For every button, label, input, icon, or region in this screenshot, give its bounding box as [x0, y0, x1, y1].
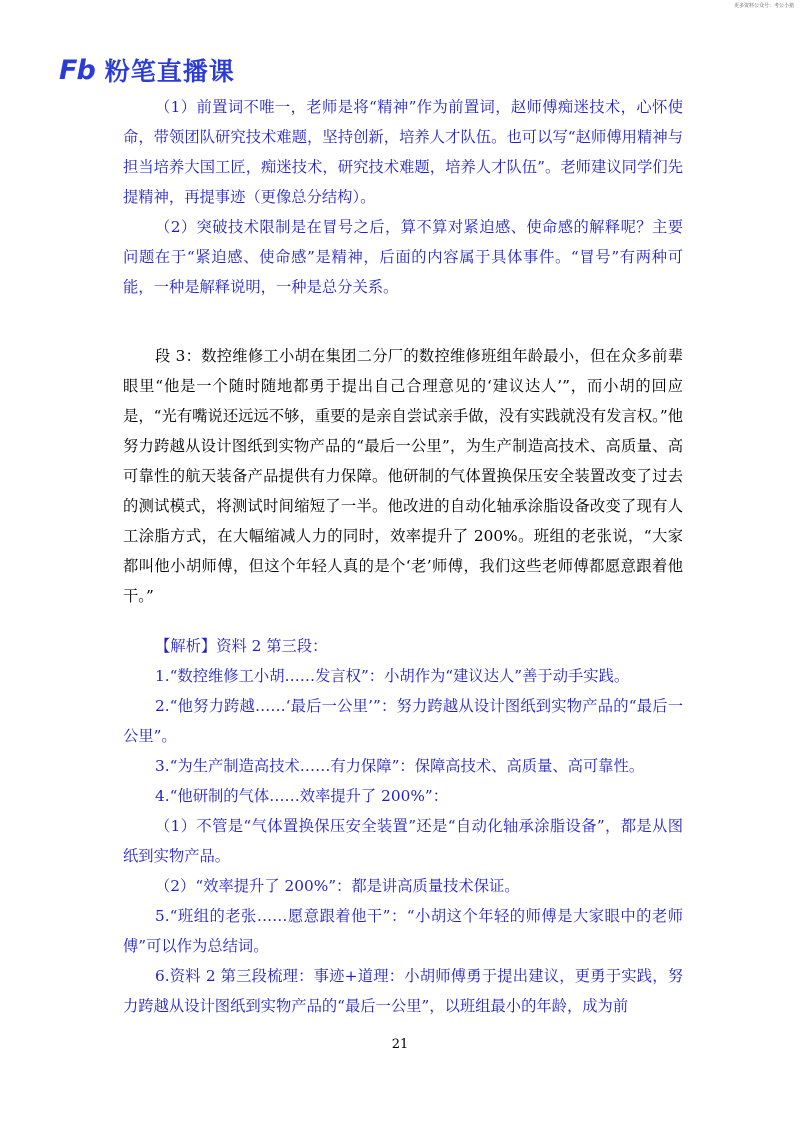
- analysis-subitem: （2）“效率提升了 200%”：都是讲高质量技术保证。: [155, 877, 520, 895]
- passage-paragraph: 段 3：数控维修工小胡在集团二分厂的数控维修班组年龄最小，但在众多前辈眼里“他是一个随时随地都勇于提出自己合理意见的‘建议达人’”，而小胡的回应是，“光有嘴说还远远不够，重要的是亲自尝试亲手做，没有实践就没有发言权。”他努力跨越从设计图纸到实物产品的“最后一公里”，为生产制造高技术、高质量、高可靠性的航天装备产品提供有力保障。他研制的气体置换保压安全装置改变了过去的测试模式，将测试时间缩短了一半。他改进的自动化轴承涂脂设备改变了现有人工涂脂方式，在大幅缩减人力的同时，效率提升了 200%。班组的老张说，“大家都叫他小胡师傅，但这个年轻人真的是个‘老’师傅，我们这些老师傅都愿意跟着他干。”: [123, 347, 683, 605]
- fenbi-logo-mark: Fb: [59, 54, 95, 86]
- analysis-heading: 【解析】资料 2 第三段：: [155, 637, 328, 655]
- analysis-item: 1.“数控维修工小胡……发言权”：小胡作为“建议达人”善于动手实践。: [155, 667, 630, 685]
- analysis-item: 4.“他研制的气体……效率提升了 200%”：: [155, 787, 448, 805]
- analysis-subitem: （1）不管是“气体置换保压安全装置”还是“自动化轴承涂脂设备”，都是从图纸到实物产品。: [123, 817, 683, 865]
- analysis-item: 6.资料 2 第三段梳理：事迹+道理：小胡师傅勇于提出建议，更勇于实践，努力跨越从设计图纸到实物产品的“最后一公里”，以班组最小的年龄，成为前: [123, 967, 683, 1015]
- analysis-item: 2.“他努力跨越……‘最后一公里’”：努力跨越从设计图纸到实物产品的“最后一公里”。: [123, 697, 683, 745]
- analysis-block: [123, 631, 683, 1021]
- analysis-item: 3.“为生产制造高技术……有力保障”：保障高技术、高质量、高可靠性。: [155, 757, 645, 775]
- note-paragraph: （1）前置词不唯一，老师是将“精神”作为前置词，赵师傅痴迷技术，心怀使命，带领团队研究技术难题，坚持创新，培养人才队伍。也可以写“赵师傅用精神与担当培养大国工匠，痴迷技术，研究技术难题，培养人才队伍”。老师建议同学们先提精神，再提事迹（更像总分结构）。: [123, 98, 683, 206]
- notes-block: [123, 92, 683, 302]
- brand-logo: [59, 52, 235, 88]
- top-note: 更多资料公众号：考公小猪: [733, 3, 794, 9]
- passage-block: [123, 341, 683, 611]
- page-number: 21: [391, 1037, 409, 1052]
- note-paragraph: （2）突破技术限制是在冒号之后，算不算对紧迫感、使命感的解释呢？主要问题在于“紧迫感、使命感”是精神，后面的内容属于具体事件。“冒号”有两种可能，一种是解释说明，一种是总分关系。: [123, 218, 683, 296]
- brand-name: 粉笔直播课: [104, 57, 235, 86]
- analysis-item: 5.“班组的老张……愿意跟着他干”：“小胡这个年轻的师傅是大家眼中的老师傅”可以作为总结词。: [123, 907, 683, 955]
